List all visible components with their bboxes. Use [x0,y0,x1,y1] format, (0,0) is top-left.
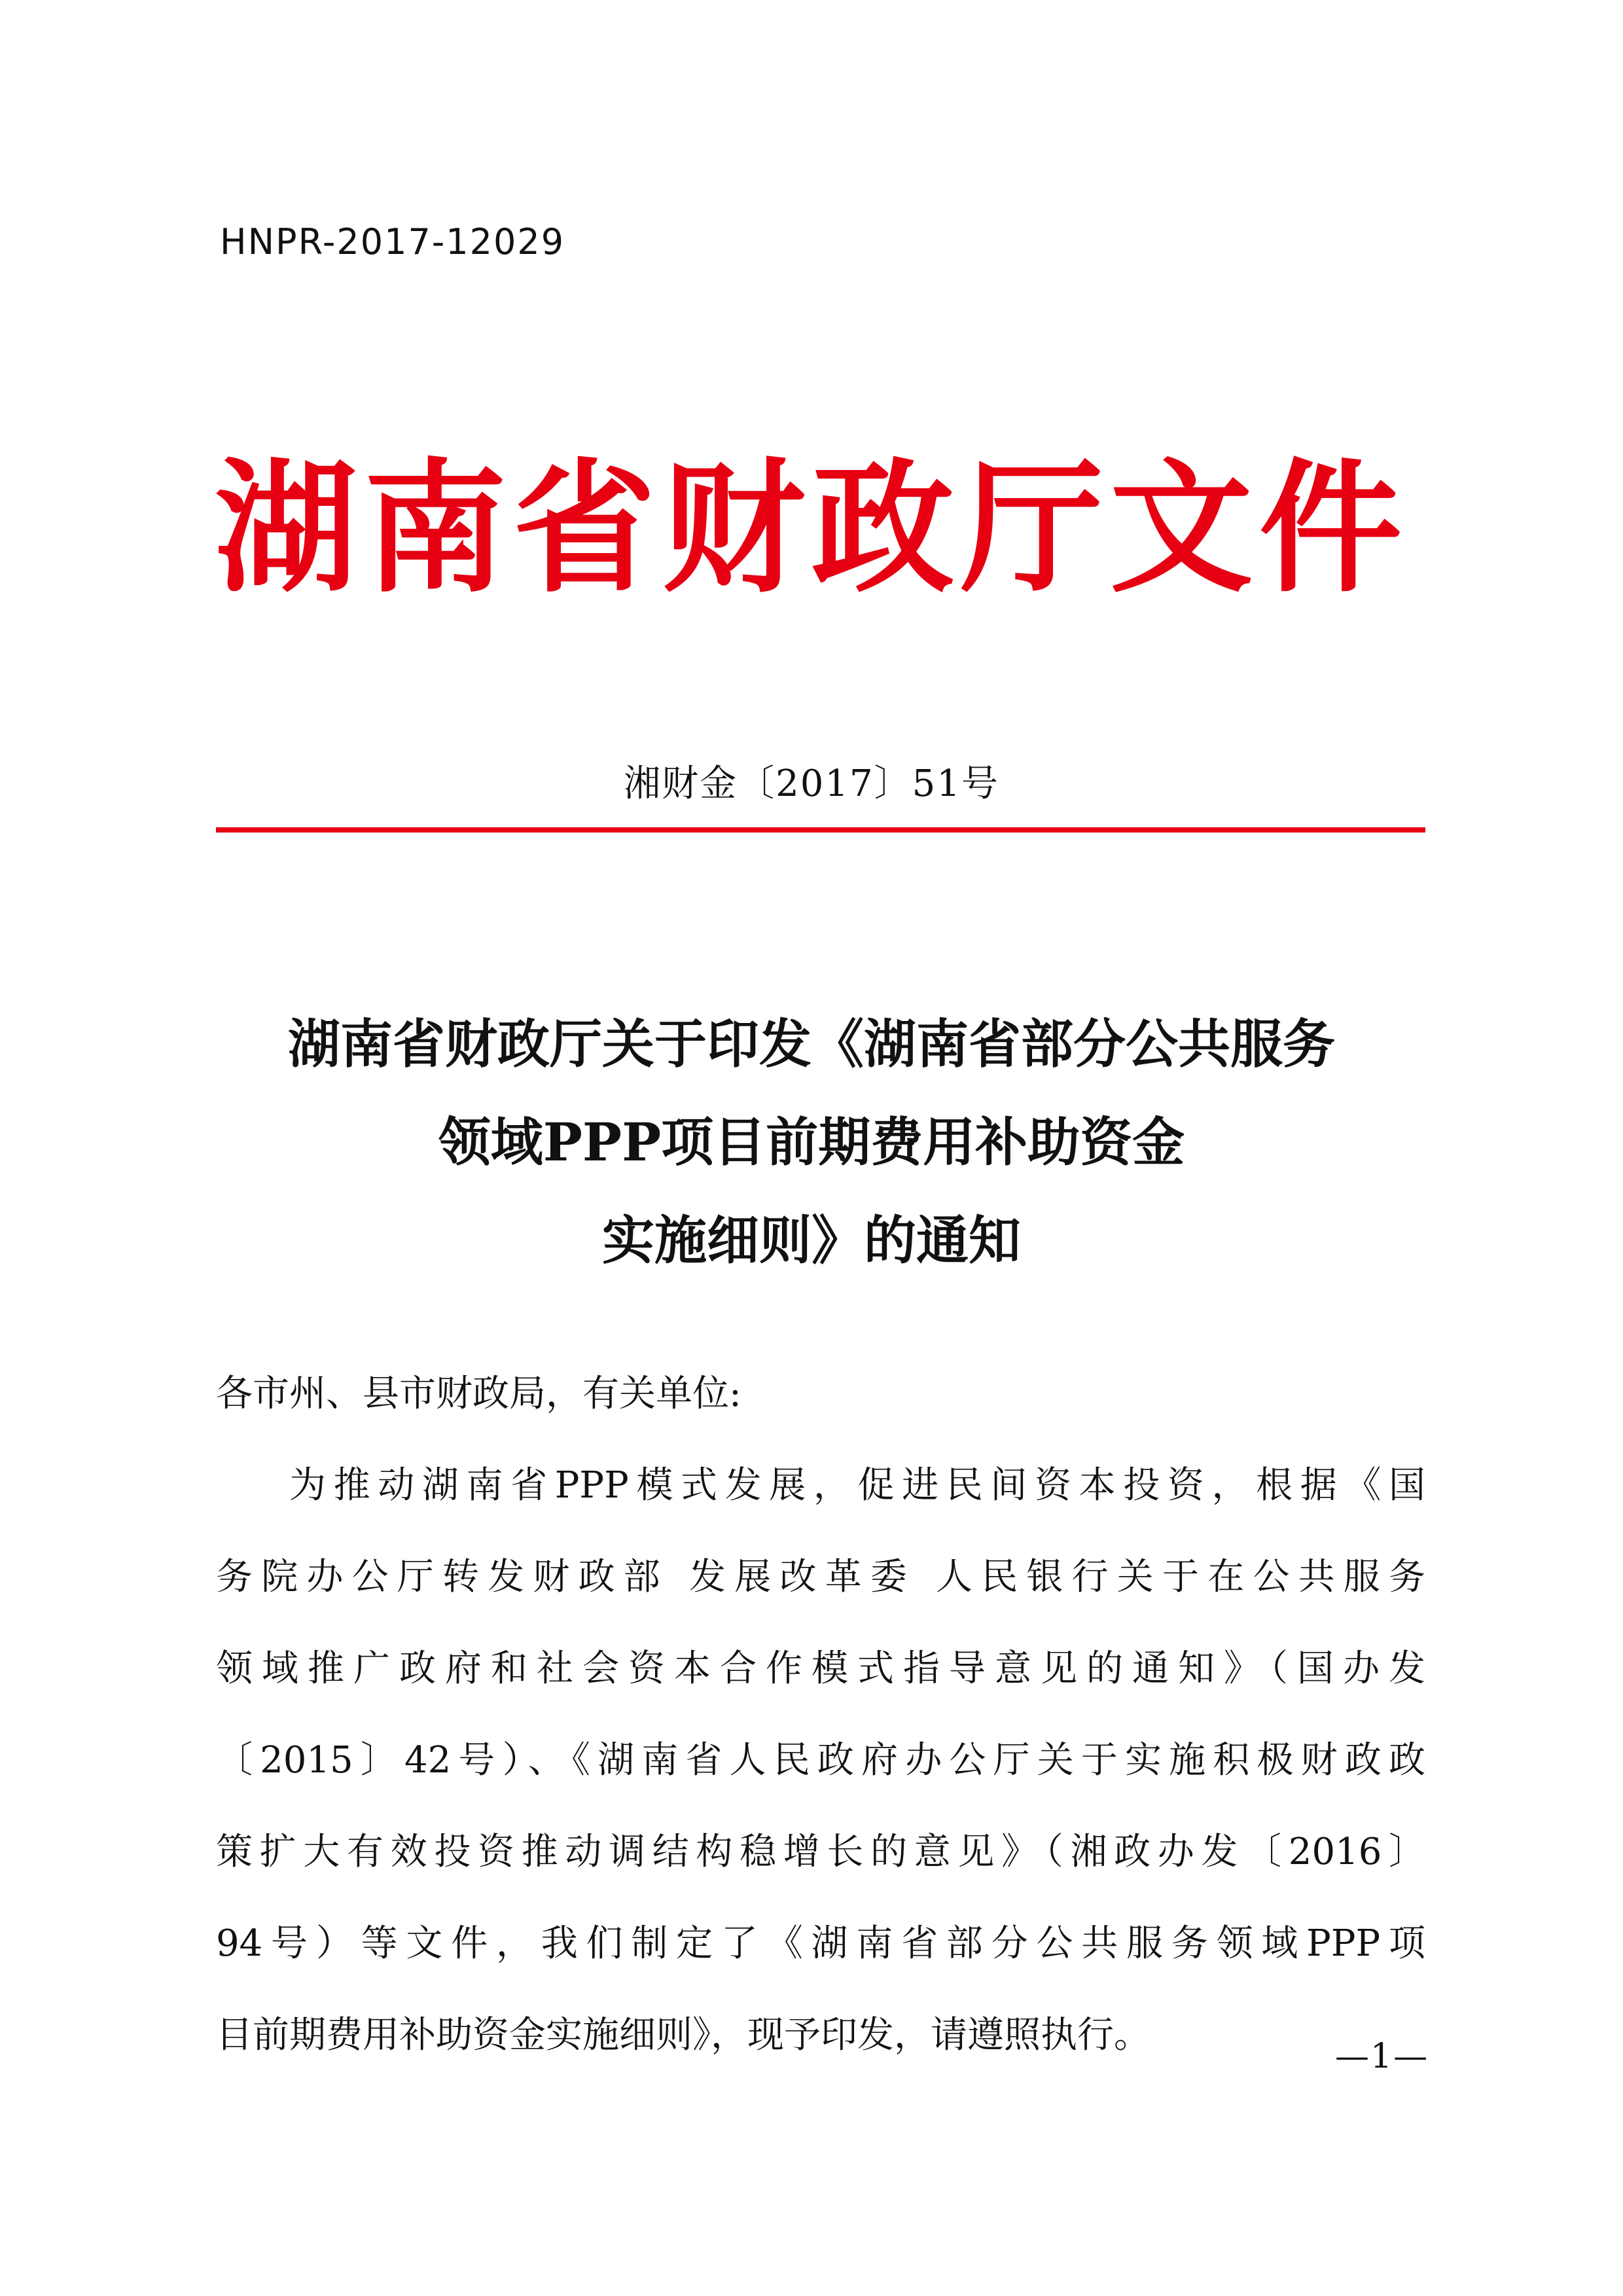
body-line: 为推动湖南省PPP模式发展，促进民间资本投资，根据《国 [289,1464,1425,1507]
notice-title-line: 湖南省财政厅关于印发《湖南省部分公共服务 [288,1013,1335,1075]
notice-title-line: 领域PPP项目前期费用补助资金 [438,1111,1185,1173]
body-line: 目前期费用补助资金实施细则》，现予印发，请遵照执行。 [216,2014,1150,2056]
salutation: 各市州、县市财政局，有关单位: [216,1372,741,1415]
masthead-title: 湖南省财政厅文件 [215,446,1408,612]
notice-body [216,1348,1425,2081]
document-number: 湘财金〔2017〕51号 [624,762,999,805]
body-line: 务院办公厅转发财政部 发展改革委 人民银行关于在公共服务 [216,1556,1425,1598]
body-line: 领域推广政府和社会资本合作模式指导意见的通知》（国办发 [216,1647,1425,1690]
notice-title-line: 实施细则》的通知 [602,1210,1021,1271]
notice-title [0,995,1623,1289]
page-number: —1— [1335,2037,1429,2076]
body-line: 〔2015〕42号）、《湖南省人民政府办公厅关于实施积极财政政 [216,1739,1425,1782]
red-separator-line [216,827,1425,833]
document-code: HNPR-2017-12029 [220,221,565,262]
body-line: 策扩大有效投资推动调结构稳增长的意见》（湘政办发〔2016〕 [216,1831,1425,1873]
body-line: 94号）等文件，我们制定了《湖南省部分公共服务领域PPP项 [216,1922,1425,1965]
